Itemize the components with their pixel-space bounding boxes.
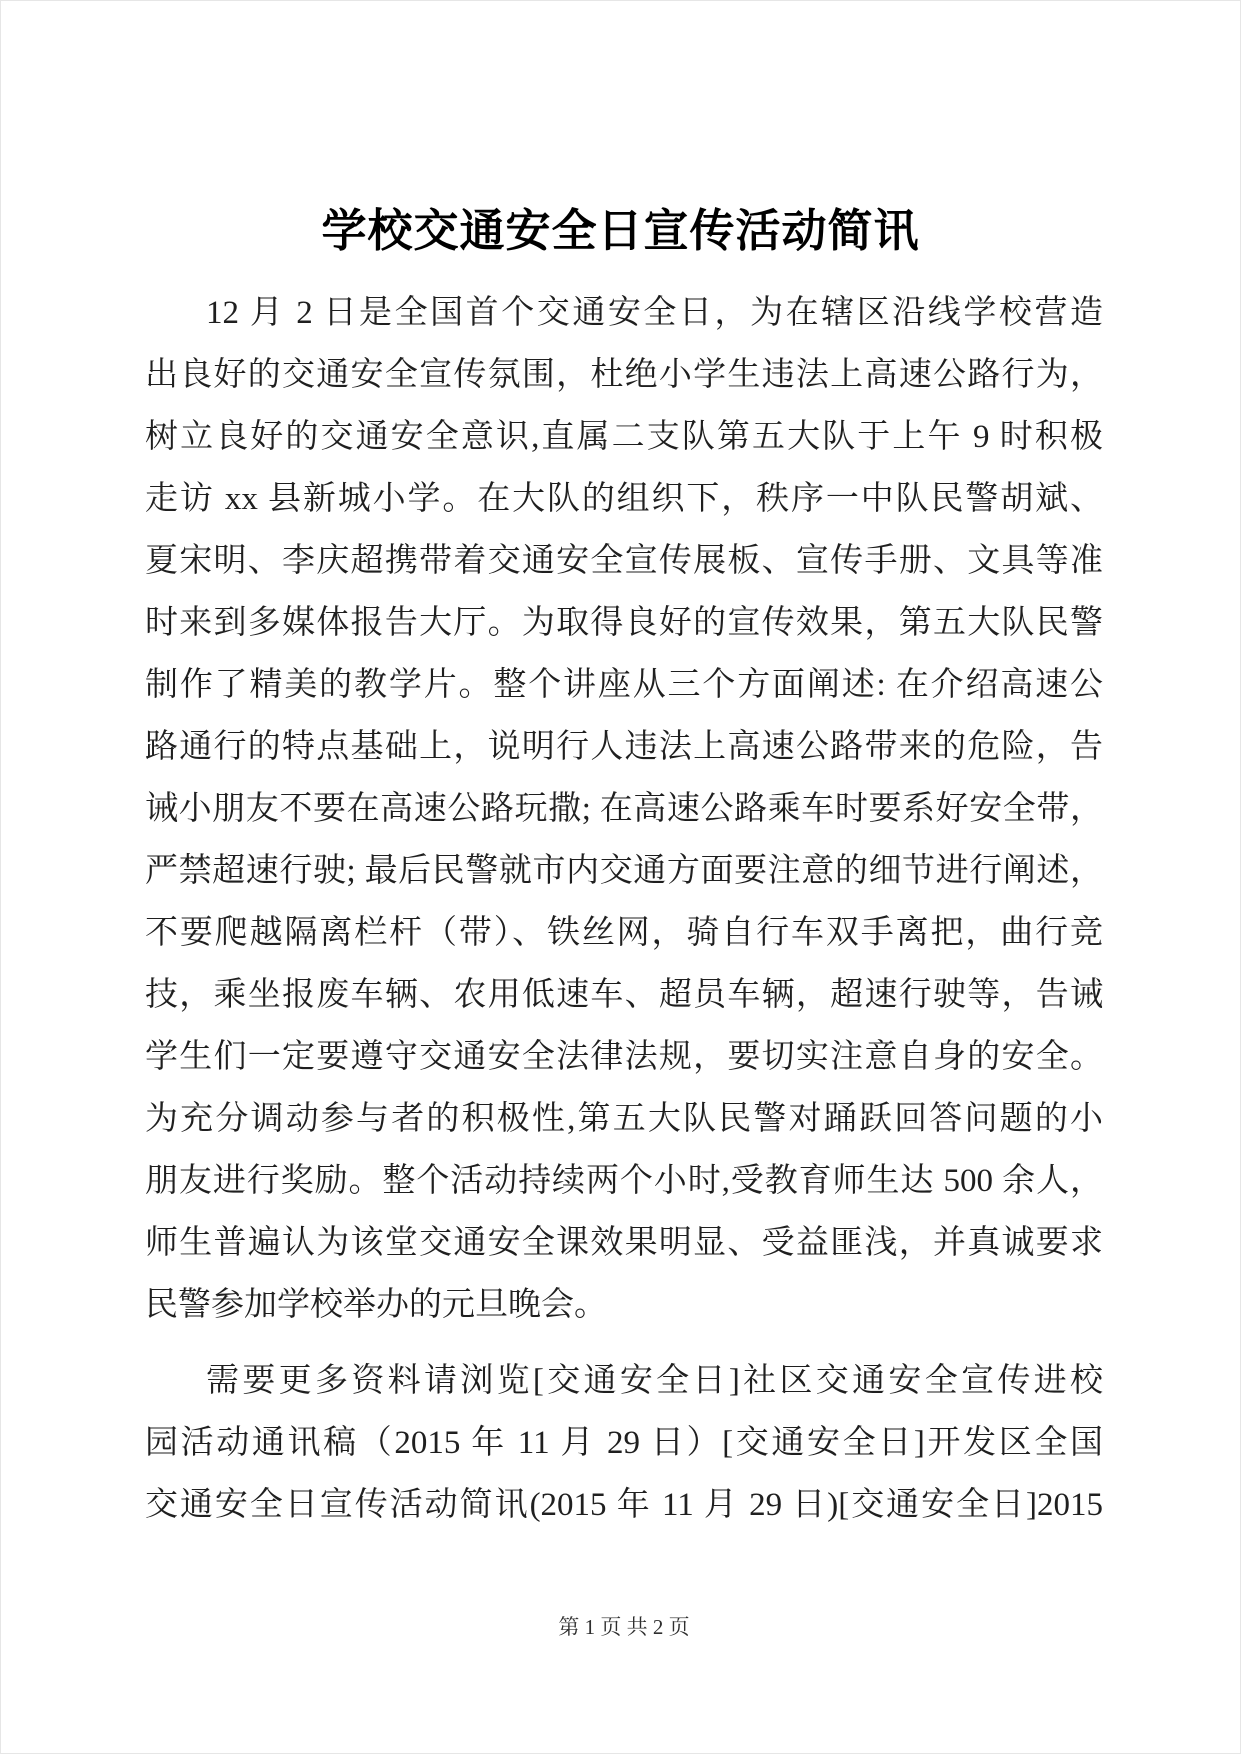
text-line: 交通安全日宣传活动简讯(2015 年 11 月 29 日)[交通安全日]2015 <box>145 1487 1103 1523</box>
text-line: 路通行的特点基础上，说明行人违法上高速公路带来的危险，告 <box>145 729 1103 765</box>
text-line: 为充分调动参与者的积极性,第五大队民警对踊跃回答问题的小 <box>145 1101 1103 1137</box>
text-line: 制作了精美的教学片。整个讲座从三个方面阐述: 在介绍高速公 <box>145 667 1103 703</box>
paragraph-2 <box>145 1350 1103 1536</box>
text-line: 出良好的交通安全宣传氛围，杜绝小学生违法上高速公路行为， <box>145 357 1103 393</box>
text-line: 不要爬越隔离栏杆（带）、铁丝网，骑自行车双手离把，曲行竞 <box>145 915 1103 951</box>
text-line: 园活动通讯稿（2015 年 11 月 29 日）[交通安全日]开发区全国 <box>145 1425 1103 1461</box>
text-line: 严禁超速行驶; 最后民警就市内交通方面要注意的细节进行阐述， <box>145 853 1103 889</box>
text-line: 需要更多资料请浏览[交通安全日]社区交通安全宣传进校 <box>206 1363 1103 1399</box>
text-line: 朋友进行奖励。整个活动持续两个小时,受教育师生达 500 余人， <box>145 1163 1103 1199</box>
text-line: 走访 xx 县新城小学。在大队的组织下，秩序一中队民警胡斌、 <box>145 481 1103 517</box>
text-line: 诫小朋友不要在高速公路玩撒; 在高速公路乘车时要系好安全带， <box>145 791 1103 827</box>
text-line: 民警参加学校举办的元旦晚会。 <box>145 1287 607 1323</box>
text-line: 时来到多媒体报告大厅。为取得良好的宣传效果，第五大队民警 <box>145 605 1103 641</box>
document-body <box>145 282 1103 1536</box>
text-line: 技，乘坐报废车辆、农用低速车、超员车辆，超速行驶等，告诫 <box>145 977 1103 1013</box>
text-line: 12 月 2 日是全国首个交通安全日，为在辖区沿线学校营造 <box>206 295 1103 331</box>
text-line: 夏宋明、李庆超携带着交通安全宣传展板、宣传手册、文具等准 <box>145 543 1103 579</box>
text-line: 学生们一定要遵守交通安全法律法规，要切实注意自身的安全。 <box>145 1039 1103 1075</box>
page-number: 第 1 页 共 2 页 <box>558 1615 690 1639</box>
document-title: 学校交通安全日宣传活动简讯 <box>321 206 920 256</box>
paragraph-1 <box>145 282 1103 1336</box>
text-line: 师生普遍认为该堂交通安全课效果明显、受益匪浅，并真诚要求 <box>145 1225 1103 1261</box>
text-line: 树立良好的交通安全意识,直属二支队第五大队于上午 9 时积极 <box>145 419 1103 455</box>
